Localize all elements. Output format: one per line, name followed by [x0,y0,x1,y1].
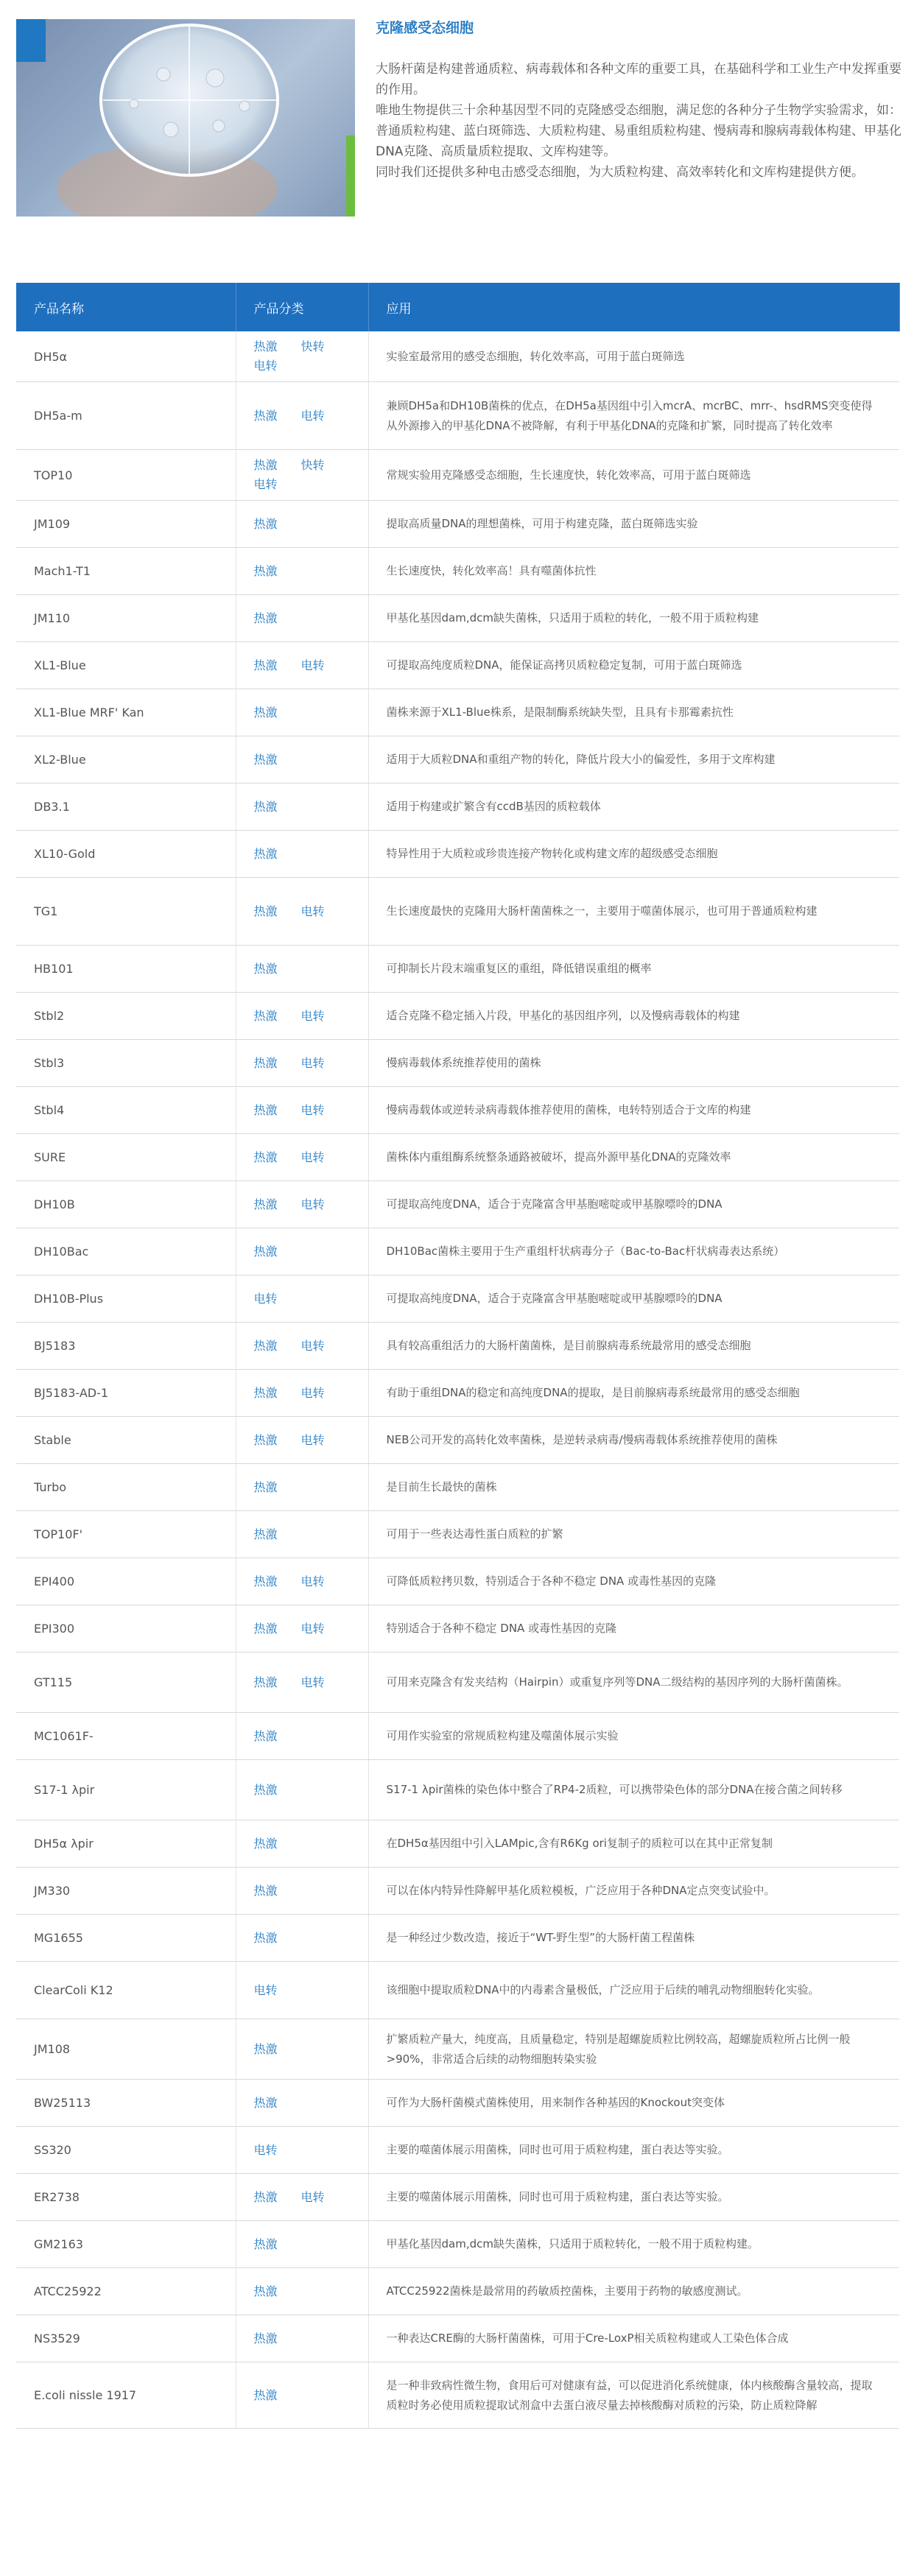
category-link[interactable]: 电转 [300,1385,325,1400]
product-name: XL10-Gold [16,831,236,878]
category-link[interactable]: 热激 [253,1675,278,1689]
product-application: 在DH5α基因组中引入LAMpic,含有R6Kg ori复制子的质粒可以在其中正常复制 [368,1820,899,1868]
category-link[interactable]: 热激 [253,2284,278,2298]
header-product-name: 产品名称 [16,283,236,331]
product-application: 可用于一些表达毒性蛋白质粒的扩繁 [368,1511,899,1558]
category-link[interactable]: 热激 [253,1621,278,1636]
table-row [16,2221,899,2268]
product-name: Stbl4 [16,1087,236,1134]
product-name: DH5a-m [16,382,236,450]
product-name: TG1 [16,878,236,946]
product-application: 可提取高纯度质粒DNA，能保证高拷贝质粒稳定复制，可用于蓝白斑筛选 [368,642,899,689]
product-application: 生长速度最快的克隆用大肠杆菌菌株之一，主要用于噬菌体展示，也可用于普通质粒构建 [368,878,899,946]
product-name: DH5α λpir [16,1820,236,1868]
category-link[interactable]: 热激 [253,408,278,423]
table-row [16,548,899,595]
product-category-cell [236,1275,368,1323]
product-name: ATCC25922 [16,2268,236,2315]
category-link[interactable]: 热激 [253,2331,278,2346]
product-name: SS320 [16,2127,236,2174]
product-name: NS3529 [16,2315,236,2362]
product-application: 生长速度快，转化效率高！具有噬菌体抗性 [368,548,899,595]
product-category-cell [236,382,368,450]
product-name: Stable [16,1417,236,1464]
table-row [16,501,899,548]
product-application: 特别适合于各种不稳定 DNA 或毒性基因的克隆 [368,1605,899,1653]
table-row [16,642,899,689]
product-name: GM2163 [16,2221,236,2268]
product-application: 特异性用于大质粒或珍贵连接产物转化或构建文库的超级感受态细胞 [368,831,899,878]
category-link[interactable]: 热激 [253,658,278,672]
product-application: 兼顾DH5a和DH10B菌株的优点，在DH5a基因组中引入mcrA、mcrBC、mrr-、hsdRMS突变使得从外源掺入的甲基化DNA不被降解，有利于甲基化DNA的克隆和扩繁，同时提高了转化效率 [368,382,899,450]
table-row [16,1370,899,1417]
product-table-wrapper [16,283,899,2429]
table-row [16,1040,899,1087]
product-name: JM330 [16,1868,236,1915]
table-row [16,1417,899,1464]
product-name: Stbl2 [16,993,236,1040]
table-row [16,1713,899,1760]
product-name: SURE [16,1134,236,1181]
product-application: 适合克隆不稳定插入片段，甲基化的基因组序列，以及慢病毒载体的构建 [368,993,899,1040]
table-row [16,1275,899,1323]
product-category-cell [236,2221,368,2268]
category-link[interactable]: 电转 [300,408,325,423]
product-application: 扩繁质粒产量大，纯度高，且质量稳定，特别是超螺旋质粒比例较高，超螺旋质粒所占比例一般>90%，非常适合后续的动物细胞转染实验 [368,2019,899,2080]
table-row [16,2362,899,2429]
intro-paragraph: 同时我们还提供多种电击感受态细胞，为大质粒构建、高效率转化和文库构建提供方便。 [376,165,864,180]
product-category-cell [236,736,368,784]
product-application: 是目前生长最快的菌株 [368,1464,899,1511]
product-application: NEB公司开发的高转化效率菌株，是逆转录病毒/慢病毒载体系统推荐使用的菌株 [368,1417,899,1464]
category-link[interactable]: 热激 [253,2237,278,2251]
product-name: XL1-Blue MRF' Kan [16,689,236,736]
product-name: TOP10F' [16,1511,236,1558]
category-link[interactable]: 电转 [253,1291,278,1306]
product-application: 可以在体内特异性降解甲基化质粒模板，广泛应用于各种DNA定点突变试验中。 [368,1868,899,1915]
table-row [16,2268,899,2315]
hero-accent-blue [16,19,46,62]
product-name: DH10B-Plus [16,1275,236,1323]
table-row [16,450,899,501]
table-row [16,331,899,382]
table-row [16,1323,899,1370]
product-category-cell [236,331,368,382]
product-category-cell [236,2080,368,2127]
category-link[interactable]: 快转 [300,458,325,472]
product-application: 主要的噬菌体展示用菌株，同时也可用于质粒构建，蛋白表达等实验。 [368,2127,899,2174]
category-link[interactable]: 电转 [300,1008,325,1023]
product-name: TOP10 [16,450,236,501]
table-row [16,2174,899,2221]
product-application: 具有较高重组活力的大肠杆菌菌株，是目前腺病毒系统最常用的感受态细胞 [368,1323,899,1370]
category-link[interactable]: 热激 [253,563,278,578]
category-link[interactable]: 热激 [253,458,278,472]
product-category-cell [236,2174,368,2221]
product-application: 菌株体内重组酶系统整条通路被破坏，提高外源甲基化DNA的克隆效率 [368,1134,899,1181]
intro-paragraph: 唯地生物提供三十余种基因型不同的克隆感受态细胞，满足您的各种分子生物学实验需求，如：普通质粒构建、蓝白斑筛选、大质粒构建、易重组质粒构建、慢病毒和腺病毒载体构建、甲基化DNA克隆、高质量质粒提取、文库构建等。 [376,103,901,159]
product-application: ATCC25922菌株是最常用的药敏质控菌株，主要用于药物的敏感度测试。 [368,2268,899,2315]
product-application: 适用于构建或扩繁含有ccdB基因的质粒载体 [368,784,899,831]
category-link[interactable]: 热激 [253,1197,278,1211]
intro-section [0,0,914,265]
table-row [16,382,899,450]
category-link[interactable]: 热激 [253,2387,278,2402]
category-link[interactable]: 热激 [253,2095,278,2110]
product-name: ClearColi K12 [16,1962,236,2019]
category-link[interactable]: 热激 [253,1782,278,1797]
header-product-category: 产品分类 [236,283,368,331]
product-application: 适用于大质粒DNA和重组产物的转化，降低片段大小的偏爱性，多用于文库构建 [368,736,899,784]
product-category-cell [236,1653,368,1713]
product-category-cell [236,450,368,501]
product-application: 实验室最常用的感受态细胞，转化效率高，可用于蓝白斑筛选 [368,331,899,382]
table-row [16,736,899,784]
product-application: 可作为大肠杆菌模式菌株使用，用来制作各种基因的Knockout突变体 [368,2080,899,2127]
product-application: 可降低质粒拷贝数，特别适合于各种不稳定 DNA 或毒性基因的克隆 [368,1558,899,1605]
table-row [16,1511,899,1558]
table-row [16,2019,899,2080]
product-name: JM108 [16,2019,236,2080]
category-link[interactable]: 热激 [253,1102,278,1117]
category-link[interactable]: 电转 [300,1574,325,1588]
product-table [16,283,900,2429]
product-application: 常规实验用克隆感受态细胞，生长速度快，转化效率高，可用于蓝白斑筛选 [368,450,899,501]
product-name: EPI300 [16,1605,236,1653]
category-link[interactable]: 热激 [253,1930,278,1945]
product-name: Mach1-T1 [16,548,236,595]
product-category-cell [236,1464,368,1511]
table-row [16,595,899,642]
product-category-cell [236,2268,368,2315]
product-category-cell [236,2019,368,2080]
petri-dish-illustration [16,19,355,217]
product-application: 是一种经过少数改造，接近于“WT-野生型”的大肠杆菌工程菌株 [368,1915,899,1962]
category-link[interactable]: 热激 [253,1432,278,1447]
table-row [16,1181,899,1228]
category-link[interactable]: 电转 [300,1197,325,1211]
product-name: MG1655 [16,1915,236,1962]
product-name: DH5α [16,331,236,382]
product-category-cell [236,831,368,878]
product-application: 可提取高纯度DNA，适合于克隆富含甲基胞嘧啶或甲基腺嘌呤的DNA [368,1181,899,1228]
table-row [16,1868,899,1915]
category-link[interactable]: 热激 [253,1150,278,1164]
product-name: MC1061F- [16,1713,236,1760]
category-link[interactable]: 热激 [253,2189,278,2204]
table-row [16,784,899,831]
product-name: Turbo [16,1464,236,1511]
product-category-cell [236,501,368,548]
product-category-cell [236,2127,368,2174]
product-application: 菌株来源于XL1-Blue株系，是限制酶系统缺失型，且具有卡那霉素抗性 [368,689,899,736]
category-link[interactable]: 电转 [300,1102,325,1117]
category-link[interactable]: 电转 [300,1055,325,1070]
category-link[interactable]: 电转 [253,1982,278,1997]
product-category-cell [236,689,368,736]
category-link[interactable]: 热激 [253,799,278,814]
product-application: 甲基化基因dam,dcm缺失菌株，只适用于质粒转化，一般不用于质粒构建。 [368,2221,899,2268]
product-application: 可抑制长片段末端重复区的重组，降低错误重组的概率 [368,946,899,993]
product-name: XL2-Blue [16,736,236,784]
product-category-cell [236,1228,368,1275]
product-name: BW25113 [16,2080,236,2127]
table-row [16,689,899,736]
product-application: DH10Bac菌株主要用于生产重组杆状病毒分子（Bac-to-Bac杆状病毒表达系统） [368,1228,899,1275]
product-application: 慢病毒载体或逆转录病毒载体推荐使用的菌株，电转特别适合于文库的构建 [368,1087,899,1134]
product-name: HB101 [16,946,236,993]
product-application: 提取高质量DNA的理想菌株，可用于构建克隆，蓝白斑筛选实验 [368,501,899,548]
table-header-row [16,283,899,331]
category-link[interactable]: 快转 [300,339,325,353]
product-category-cell [236,1713,368,1760]
product-category-cell [236,2362,368,2429]
product-name: DH10Bac [16,1228,236,1275]
product-category-cell [236,784,368,831]
product-category-cell [236,1134,368,1181]
product-category-cell [236,2315,368,2362]
table-row [16,2080,899,2127]
category-link[interactable]: 热激 [253,752,278,767]
category-link[interactable]: 电转 [300,1150,325,1164]
product-name: ER2738 [16,2174,236,2221]
product-application: 该细胞中提取质粒DNA中的内毒素含量极低，广泛应用于后续的哺乳动物细胞转化实验。 [368,1962,899,2019]
table-row [16,1605,899,1653]
product-name: DH10B [16,1181,236,1228]
category-link[interactable]: 热激 [253,705,278,719]
category-link[interactable]: 热激 [253,1728,278,1743]
product-category-cell [236,1915,368,1962]
category-link[interactable]: 热激 [253,961,278,976]
category-link[interactable]: 热激 [253,1385,278,1400]
product-category-cell [236,1040,368,1087]
product-category-cell [236,1370,368,1417]
table-row [16,878,899,946]
product-name: DB3.1 [16,784,236,831]
product-application: 有助于重组DNA的稳定和高纯度DNA的提取，是目前腺病毒系统最常用的感受态细胞 [368,1370,899,1417]
category-link[interactable]: 热激 [253,1338,278,1353]
product-name: S17-1 λpir [16,1760,236,1820]
product-application: 可用作实验室的常规质粒构建及噬菌体展示实验 [368,1713,899,1760]
category-link[interactable]: 热激 [253,1055,278,1070]
product-category-cell [236,1605,368,1653]
table-row [16,1228,899,1275]
product-category-cell [236,946,368,993]
table-row [16,1134,899,1181]
table-row [16,1820,899,1868]
product-application: 甲基化基因dam,dcm缺失菌株，只适用于质粒的转化，一般不用于质粒构建 [368,595,899,642]
product-category-cell [236,1323,368,1370]
category-link[interactable]: 电转 [300,1432,325,1447]
product-category-cell [236,993,368,1040]
category-link[interactable]: 电转 [300,904,325,918]
product-category-cell [236,1558,368,1605]
product-name: E.coli nissle 1917 [16,2362,236,2429]
table-row [16,946,899,993]
product-name: GT115 [16,1653,236,1713]
product-application: 主要的噬菌体展示用菌株，同时也可用于质粒构建，蛋白表达等实验。 [368,2174,899,2221]
category-link[interactable]: 热激 [253,2041,278,2056]
category-link[interactable]: 热激 [253,339,278,353]
table-row [16,993,899,1040]
category-link[interactable]: 热激 [253,1836,278,1851]
category-link[interactable]: 电转 [300,1675,325,1689]
intro-paragraph: 大肠杆菌是构建普通质粒、病毒载体和各种文库的重要工具，在基础科学和工业生产中发挥重要的作用。 [376,62,901,97]
category-link[interactable]: 电转 [300,658,325,672]
product-category-cell [236,642,368,689]
category-link[interactable]: 电转 [300,1338,325,1353]
category-link[interactable]: 热激 [253,846,278,861]
table-row [16,2315,899,2362]
product-name: JM110 [16,595,236,642]
product-application: 一种表达CRE酶的大肠杆菌菌株，可用于Cre-LoxP相关质粒构建或人工染色体合成 [368,2315,899,2362]
product-category-cell [236,1760,368,1820]
intro-text [376,19,902,183]
category-link[interactable]: 电转 [253,2142,278,2157]
product-application: 可用来克隆含有发夹结构（Hairpin）或重复序列等DNA二级结构的基因序列的大肠杆菌菌株。 [368,1653,899,1713]
product-application: 是一种非致病性微生物，食用后可对健康有益，可以促进消化系统健康，体内核酸酶含量较高，提取质粒时务必使用质粒提取试剂盒中去蛋白液尽量去掉核酸酶对质粒的污染，防止质粒降解 [368,2362,899,2429]
product-application: S17-1 λpir菌株的染色体中整合了RP4-2质粒，可以携带染色体的部分DNA在接合菌之间转移 [368,1760,899,1820]
table-row [16,1915,899,1962]
table-row [16,1464,899,1511]
category-link[interactable]: 热激 [253,1244,278,1259]
product-category-cell [236,1087,368,1134]
table-row [16,1962,899,2019]
product-category-cell [236,1417,368,1464]
product-name: EPI400 [16,1558,236,1605]
product-name: BJ5183-AD-1 [16,1370,236,1417]
product-category-cell [236,1181,368,1228]
category-link[interactable]: 热激 [253,904,278,918]
product-name: BJ5183 [16,1323,236,1370]
product-category-cell [236,878,368,946]
category-link[interactable]: 电转 [253,359,278,373]
header-application: 应用 [368,283,899,331]
table-row [16,831,899,878]
product-category-cell [236,548,368,595]
table-row [16,2127,899,2174]
product-name: Stbl3 [16,1040,236,1087]
category-link[interactable]: 热激 [253,1479,278,1494]
hero-accent-green [346,136,355,217]
table-row [16,1087,899,1134]
product-category-cell [236,595,368,642]
product-application: 可提取高纯度DNA，适合于克隆富含甲基胞嘧啶或甲基腺嘌呤的DNA [368,1275,899,1323]
petri-dish-photo [16,19,355,217]
product-name: JM109 [16,501,236,548]
category-link[interactable]: 电转 [300,2189,325,2204]
product-category-cell [236,1820,368,1868]
category-link[interactable]: 热激 [253,516,278,531]
category-link[interactable]: 电转 [253,477,278,491]
table-row [16,1558,899,1605]
category-link[interactable]: 热激 [253,1527,278,1541]
product-category-cell [236,1962,368,2019]
category-link[interactable]: 热激 [253,1008,278,1023]
product-category-cell [236,1868,368,1915]
product-category-cell [236,1511,368,1558]
intro-title: 克隆感受态细胞 [376,20,474,36]
category-link[interactable]: 热激 [253,1883,278,1898]
table-row [16,1760,899,1820]
product-name: XL1-Blue [16,642,236,689]
category-link[interactable]: 热激 [253,610,278,625]
category-link[interactable]: 热激 [253,1574,278,1588]
category-link[interactable]: 电转 [300,1621,325,1636]
product-application: 慢病毒载体系统推荐使用的菌株 [368,1040,899,1087]
table-row [16,1653,899,1713]
